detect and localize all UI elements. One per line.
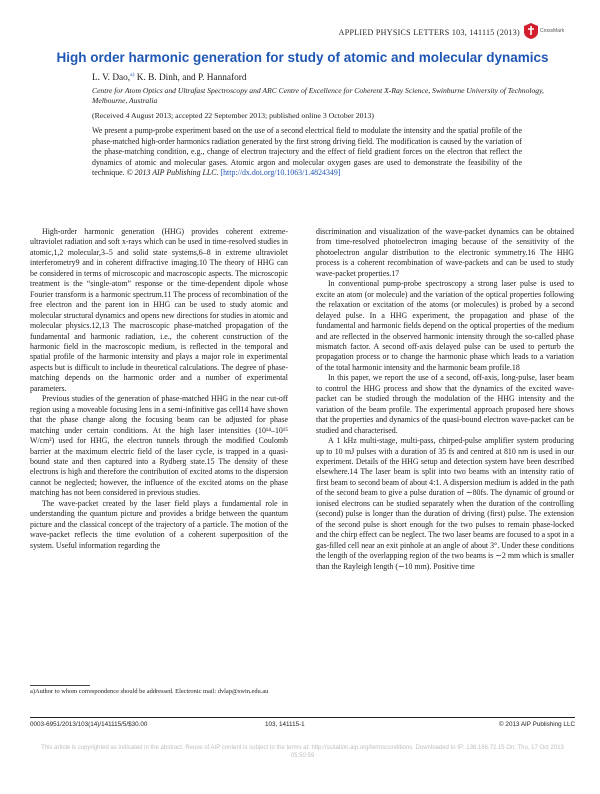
received-dates: (Received 4 August 2013; accepted 22 September 2013; published online 3 October 2013) xyxy=(92,111,374,120)
body-column-right xyxy=(316,227,574,572)
paragraph: A 1 kHz multi-stage, multi-pass, chirped-pulse amplifier system producing up to 10 mJ pulses with a duration of 35 fs and centred at 810 nm is used in our experiment. Details of the HHG setup and detection system have been described elsewhere.14 The laser beam is split into two beams with an intensity ratio of first beam to second beam of about 4:1. A dispersion medium is added in the path of the second beam to give a pulse duration of ∼80fs. The dynamic of ground or ionised electrons can be studied separately when the duration of the controlling (second) pulse is longer than the duration of driving (first) pulse. The extension of the second pulse is short enough for the two pulses to remain phase-locked and the chirp effect can be neglect. The two laser beams are focused to a spot in a gas-filled cell near an exit pinhole at an angle of about 3°. Under these conditions the length of the overlapping region of the two beams is ∼2 mm which is smaller than the Rayleigh length (∼10 mm). Positive time xyxy=(316,436,574,571)
abstract xyxy=(92,126,522,179)
footer-divider xyxy=(30,717,575,718)
crossmark-label: CrossMark xyxy=(540,28,565,34)
author-names-rest: K. B. Dinh, and P. Hannaford xyxy=(134,73,247,83)
footnote-divider xyxy=(30,685,90,686)
author-footnote-mark[interactable]: a) xyxy=(130,71,135,78)
paragraph: In conventional pump-probe spectroscopy a strong laser pulse is used to excite an atom (or molecule) and the variation of the optical properties following the relaxation or excitation of the atoms (or molecules) is probed by a second delayed pulse. In a HHG experiment, the propagation and phase of the fundamental and harmonic fields depend on the optical properties of the medium and are reflected in the observed harmonic intensity through the so-called phase mismatch factor. A second off-axis delayed pulse can be used to perturb the propagation process or to change the harmonic phase which leads to a variation of the total harmonic intensity and the harmonic beam profile.18 xyxy=(316,279,574,372)
paragraph: In this paper, we report the use of a second, off-axis, long-pulse, laser beam to control the HHG process and show that the dynamics of the excited wave-packet can be studied through the modulation of the HHG intensity and the variation of the beam profile. The experimental approach proposed here shows that the properties and dynamics of the quasi-bound electron wave-packet can be studied and characterised. xyxy=(316,373,574,435)
paragraph: High-order harmonic generation (HHG) provides coherent extreme-ultraviolet radiation and soft x-rays which can be used in time-resolved studies in atomic,1,2 molecular,3–5 and solid state systems,6–8 in extreme ultraviolet interferometry9 and in coherent diffractive imaging.10 The theory of HHG can be considered in terms of microscopic and macroscopic aspects. The microscopic treatment is the “single-atom” response or the time-dependent dipole whose Fourier transform is a harmonic spectrum.11 The process of recombination of the free electron and the parent ion in HHG can be used to study atomic and molecular structural dynamics and opens new directions for studies in atomic and molecular physics.12,13 The macroscopic phase-matched propagation of the fundamental and harmonic radiation, i.e., the coherent construction of the harmonic field in the macroscopic medium, is reflected in the temporal and spatial profile of the harmonic intensity and plays a major role in experimental aspects but is difficult to include in theoretical calculations. The degree of phase-matching depends on the harmonic order and a number of experimental parameters. xyxy=(30,227,288,393)
article-title: High order harmonic generation for study of atomic and molecular dynamics xyxy=(56,50,549,65)
author-list xyxy=(92,73,247,83)
paragraph: discrimination and visualization of the wave-packet dynamics can be obtained from time-resolved photoelectron imaging because of the sensitivity of the photoelectron angular distribution to the electronic symmetry.16 The HHG process is a coherent recombination of wave-packets and can be used to study wave-packet properties.17 xyxy=(316,227,574,278)
author-names: L. V. Dao, xyxy=(92,73,131,83)
doi-link[interactable]: [http://dx.doi.org/10.1063/1.4824349] xyxy=(220,168,341,178)
footer-page-number: 103, 141115-1 xyxy=(265,721,305,728)
footer-copyright: © 2013 AIP Publishing LLC xyxy=(499,721,575,728)
paragraph: Previous studies of the generation of phase-matched HHG in the near cut-off region using a moveable focusing lens in a semi-infinitive gas cell14 have shown that the phase change along the focusing beam can be adjusted for phase matching under certain conditions. At the high laser intensities (10¹⁴–10¹⁵ W/cm²) used for HHG, the electron tunnels through the modified Coulomb barrier at the maximum electric field of the laser cycle, is trapped in a quasi-bound state and then captured into a Rydberg state.15 The density of these electrons is high and therefore the contribution of excited atoms to the dispersion cannot be neglected; however, the influence of the excited atoms on the phase matching has not been considered in previous studies. xyxy=(30,394,288,498)
body-column-left xyxy=(30,227,288,551)
crossmark-badge[interactable] xyxy=(524,22,572,40)
journal-header: APPLIED PHYSICS LETTERS 103, 141115 (2013) xyxy=(338,28,520,37)
footer-issn: 0003-6951/2013/103(14)/141115/5/$30.00 xyxy=(30,721,148,728)
paragraph: The wave-packet created by the laser field plays a fundamental role in understanding the quantum picture and provides a bridge between the quantum picture and the classical concept of the trajectory of a particle. The motion of the wave-packet reflects the time evolution of a coherent superposition of the system. Useful information regarding the xyxy=(30,498,288,550)
author-footnote: a)Author to whom correspondence should be addressed. Electronic mail: dvlap@swin.edu.au xyxy=(30,688,269,695)
download-watermark: This article is copyrighted as indicated in the abstract. Reuse of AIP content is subject to the terms at: http://scitation.aip.org/termsconditions. Downloaded to IP: 136.186.72.15 On: Thu, 17 Oct 2013 05:50:59 xyxy=(41,745,564,759)
abstract-text: We present a pump-probe experiment based on the use of a second electrical field to modulate the intensity and the spatial profile of the phase-matched high-order harmonics radiation generated by the first strong driving field. The modification is caused by the variation of the phase-matching condition, e.g., change of electron trajectory and the effect of field gradient forces on the electron that reflect the dynamics of atomic and molecular gases. Atomic argon and molecular oxygen gases are used to demonstrate the feasibility of the technique. xyxy=(92,126,522,178)
abstract-copyright: © 2013 AIP Publishing LLC. xyxy=(126,168,219,178)
crossmark-icon xyxy=(524,23,538,39)
affiliation: Centre for Atom Optics and Ultrafast Spectroscopy and ARC Centre of Excellence for Coherent X-Ray Science, Swinburne University of Technology, Melbourne, Australia xyxy=(92,86,544,105)
